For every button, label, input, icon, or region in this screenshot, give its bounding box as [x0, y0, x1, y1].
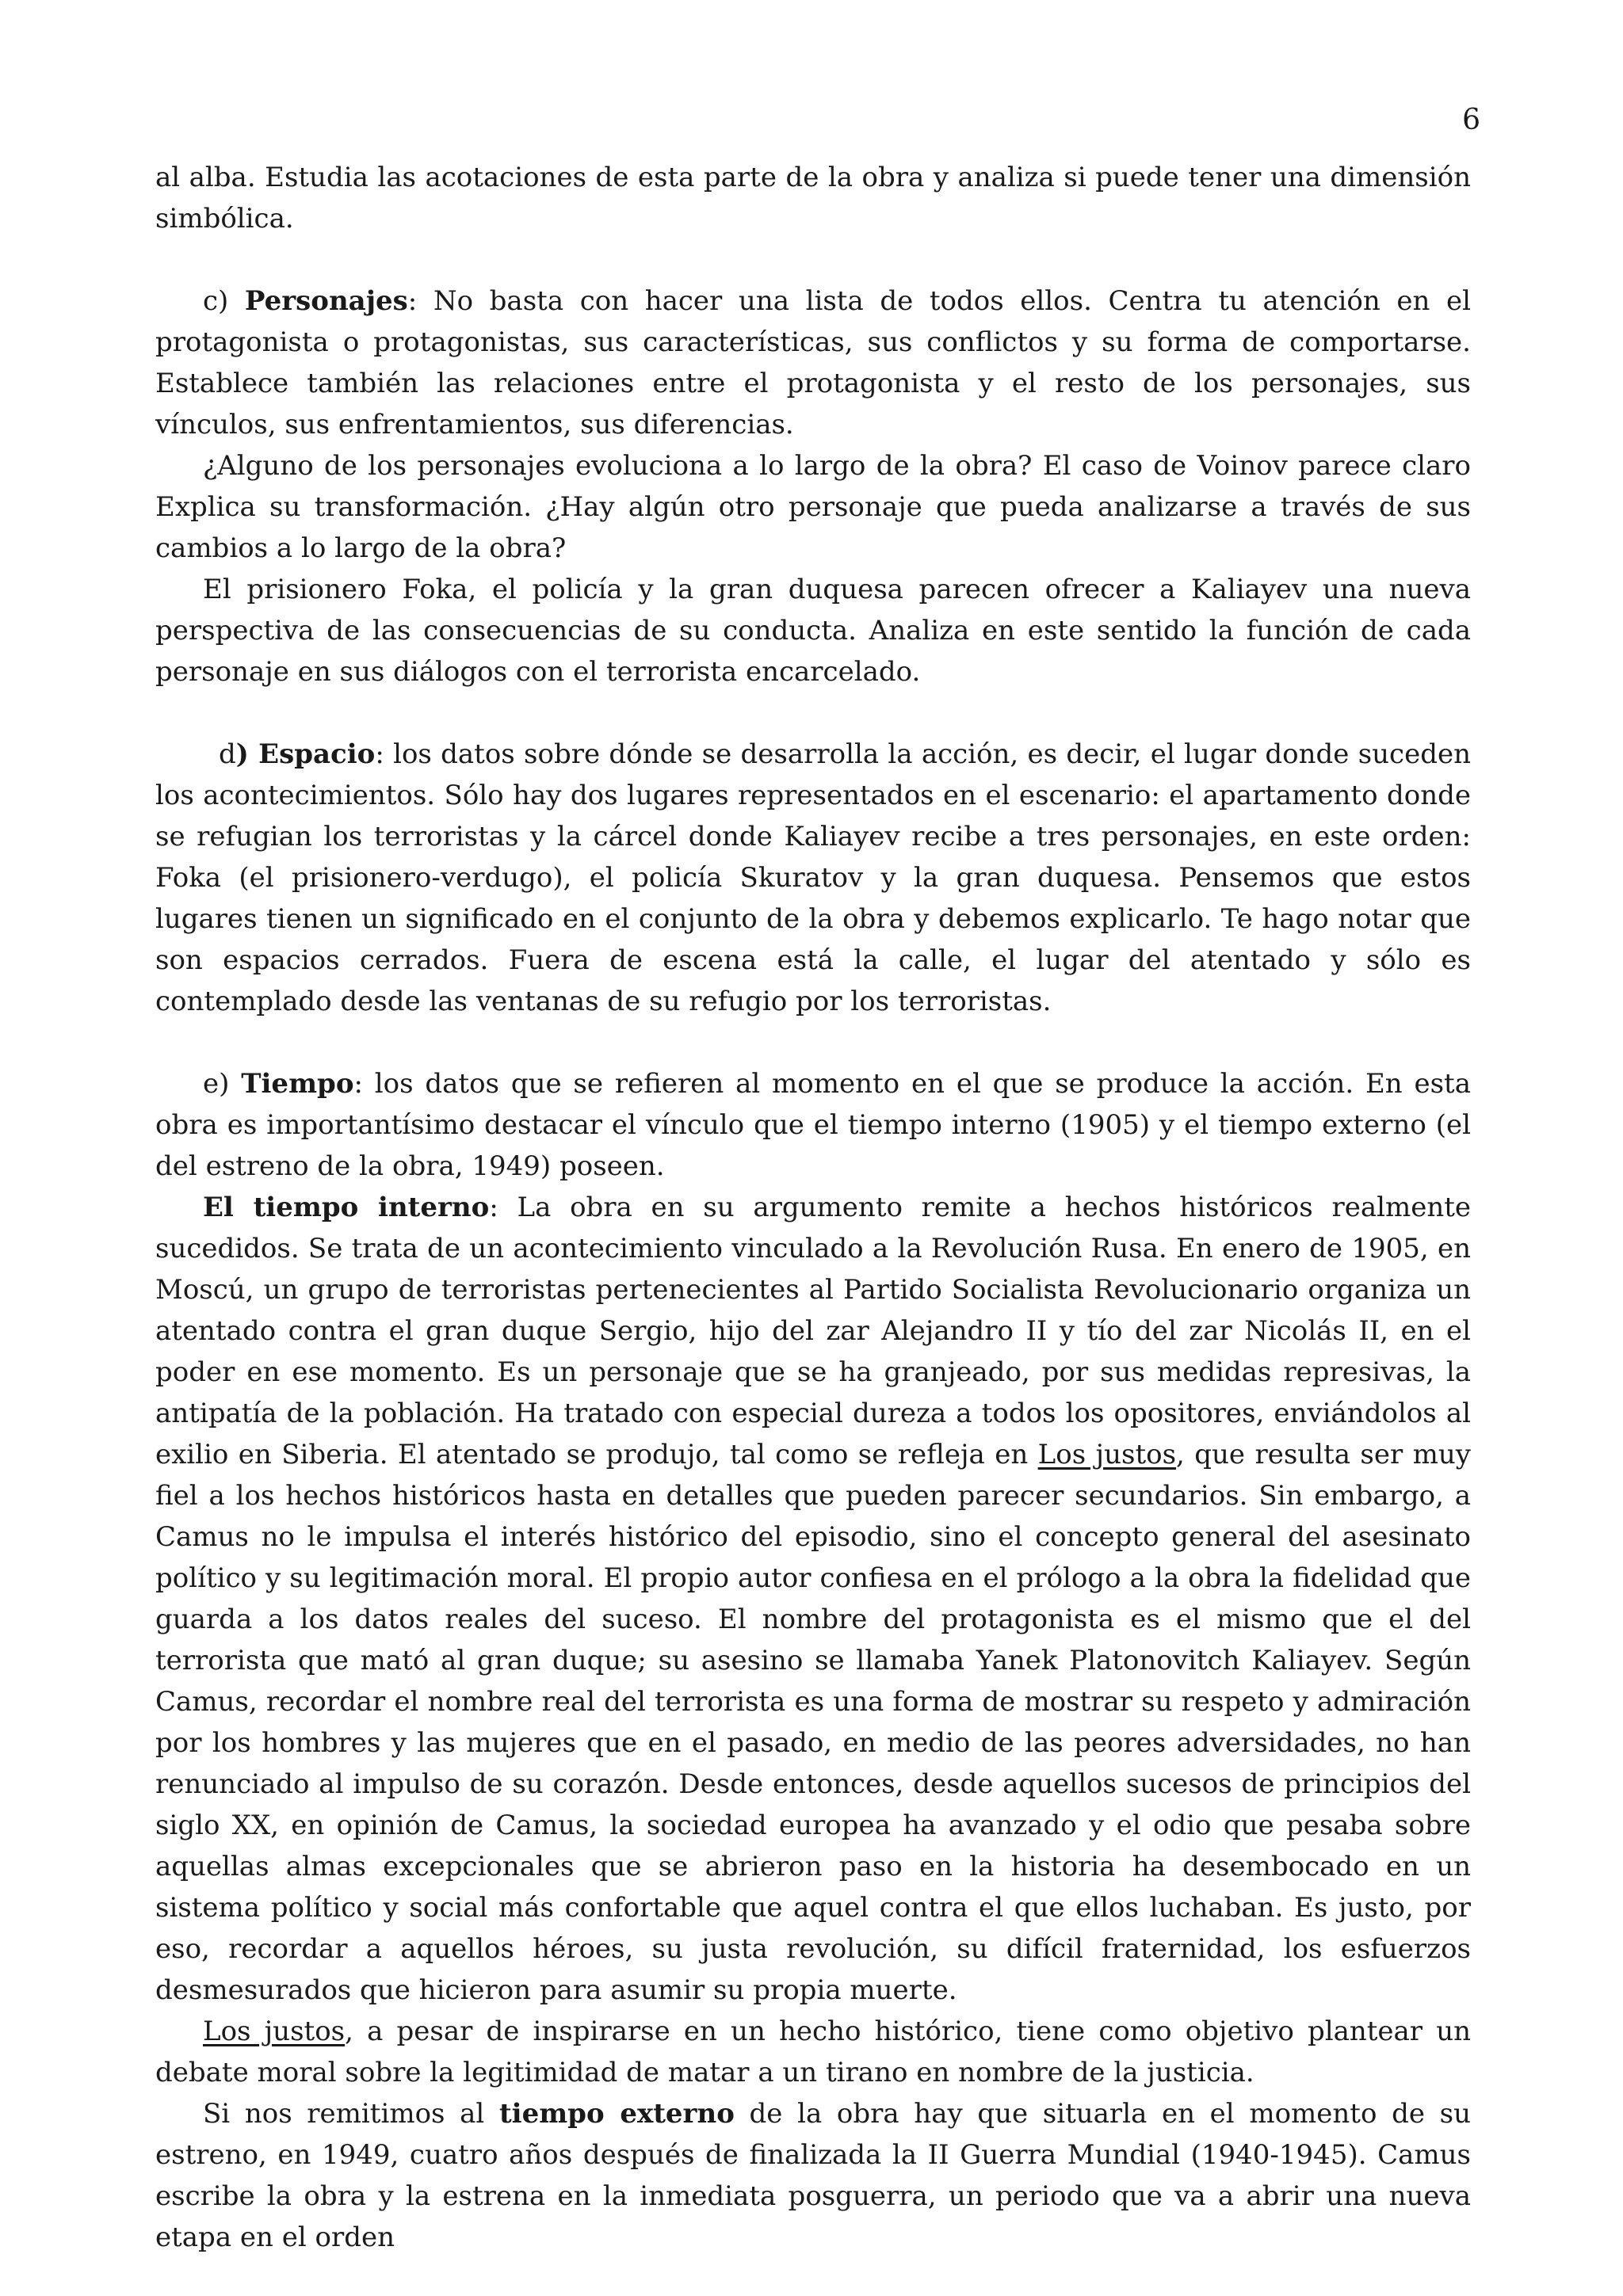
heading-tiempo: Tiempo	[241, 1068, 354, 1100]
work-title-los-justos: Los justos	[1037, 1439, 1177, 1470]
paragraph-espacio	[155, 734, 1471, 1022]
personajes-text: : No basta con hacer una lista de todos ellos. Centra tu atención en el protagonista o protagonistas, sus características, sus conflictos y su forma de comportarse. Establece también las relaciones entre el protagonista y el resto de los personajes, sus vínculos, sus enfrentamientos, sus diferencias.	[155, 285, 1471, 441]
tiempo-interno-text-a: : La obra en su argumento remite a hechos históricos realmente sucedidos. Se trata de un acontecimiento vinculado a la Revolución Rusa. En enero de 1905, en Moscú, un grupo de terroristas pertenecientes al Partido Socialista Revolucionario organiza un atentado contra el gran duque Sergio, hijo del zar Alejandro II y tío del zar Nicolás II, en el poder en ese momento. Es un personaje que se ha granjeado, por sus medidas represivas, la antipatía de la población. Ha tratado con especial dureza a todos los opositores, enviándolos al exilio en Siberia. El atentado se produjo, tal como se refleja en	[155, 1192, 1472, 1470]
tiempo-interno-text-b: , que resulta ser muy fiel a los hechos históricos hasta en detalles que pueden parecer secundarios. Sin embargo, a Camus no le impulsa el interés histórico del episodio, sino el concepto general del asesinato político y su legitimación moral. El propio autor confiesa en el prólogo a la obra la fidelidad que guarda a los datos reales del suceso. El nombre del protagonista es el mismo que el del terrorista que mató al gran duque; su asesino se llamaba Yanek Platonovitch Kaliayev. Según Camus, recordar el nombre real del terrorista es una forma de mostrar su respeto y admiración por los hombres y las mujeres que en el pasado, en medio de las peores adversidades, no han renunciado al impulso de su corazón. Desde entonces, desde aquellos sucesos de principios del siglo XX, en opinión de Camus, la sociedad europea ha avanzado y el odio que pesaba sobre aquellas almas excepcionales que se abrieron paso en la historia ha desembocado en un sistema político y social más confortable que aquel contra el que ellos luchaban. Es justo, por eso, recordar a aquellos héroes, su justa revolución, su difícil fraternidad, los esfuerzos desmesurados que hicieron para asumir su propia muerte.	[155, 1439, 1471, 2006]
paragraph-intro: al alba. Estudia las acotaciones de esta parte de la obra y analiza si puede tener una dimensión simbólica.	[155, 162, 1471, 235]
paragraph-tiempo	[155, 1063, 1471, 1187]
paragraph-personajes	[155, 280, 1471, 445]
heading-tiempo-interno: El tiempo interno	[203, 1192, 490, 1223]
tiempo-text: : los datos que se refieren al momento en el que se produce la acción. En esta obra es importantísimo destacar el vínculo que el tiempo interno (1905) y el tiempo externo (el del estreno de la obra, 1949) poseen.	[155, 1068, 1471, 1182]
item-prefix-e: e)	[203, 1068, 242, 1100]
heading-espacio: ) Espacio	[235, 738, 376, 770]
item-prefix-c: c)	[203, 285, 245, 317]
paragraph-tiempo-interno	[155, 1187, 1471, 2011]
heading-personajes: Personajes	[244, 285, 408, 317]
body-text	[155, 157, 1471, 2258]
paragraph-evolucion: ¿Alguno de los personajes evoluciona a lo largo de la obra? El caso de Voinov parece claro Explica su transformación. ¿Hay algún otro personaje que pueda analizarse a través de sus cambios a lo largo de la obra?	[155, 450, 1471, 564]
work-title-los-justos-2: Los justos	[203, 2016, 346, 2047]
tiempo-externo-text-a: Si nos remitimos al	[203, 2098, 499, 2130]
paragraph-tiempo-externo	[155, 2093, 1471, 2258]
page-number: 6	[1462, 104, 1480, 136]
tiempo-externo-text-b: de la obra hay que situarla en el momento de su estreno, en 1949, cuatro años después de finalizada la II Guerra Mundial (1940-1945). Camus escribe la obra y la estrena en la inmediata posguerra, un periodo que va a abrir una nueva etapa en el orden	[155, 2098, 1471, 2253]
los-justos-text: , a pesar de inspirarse en un hecho histórico, tiene como objetivo plantear un debate moral sobre la legitimidad de matar a un tirano en nombre de la justicia.	[155, 2016, 1472, 2088]
item-prefix-d: d	[219, 738, 236, 770]
paragraph-foka: El prisionero Foka, el policía y la gran duquesa parecen ofrecer a Kaliayev una nueva perspectiva de las consecuencias de su conducta. Analiza en este sentido la función de cada personaje en sus diálogos con el terrorista encarcelado.	[155, 574, 1471, 688]
espacio-text: : los datos sobre dónde se desarrolla la acción, es decir, el lugar donde suceden los acontecimientos. Sólo hay dos lugares representados en el escenario: el apartamento donde se refugian los terroristas y la cárcel donde Kaliayev recibe a tres personajes, en este orden: Foka (el prisionero-verdugo), el policía Skuratov y la gran duquesa. Pensemos que estos lugares tienen un significado en el conjunto de la obra y debemos explicarlo. Te hago notar que son espacios cerrados. Fuera de escena está la calle, el lugar del atentado y sólo es contemplado desde las ventanas de su refugio por los terroristas.	[155, 738, 1471, 1017]
heading-tiempo-externo: tiempo externo	[498, 2098, 735, 2130]
paragraph-los-justos	[155, 2011, 1471, 2093]
